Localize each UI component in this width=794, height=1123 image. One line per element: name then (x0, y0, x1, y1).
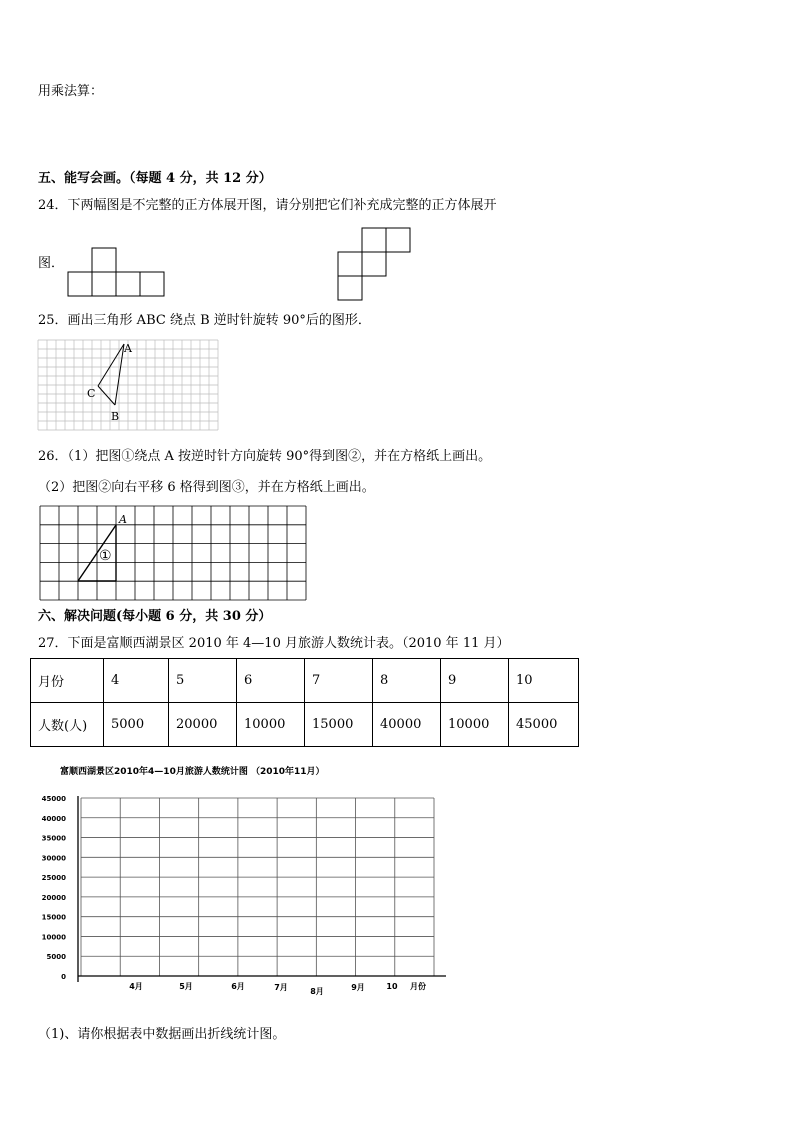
chart-title: 富顺西湖景区2010年4—10月旅游人数统计图 （2010年11月） (60, 767, 325, 777)
table-cell: 10000 (441, 703, 509, 747)
table-cell: 45000 (509, 703, 579, 747)
table-cell: 8 (373, 659, 441, 703)
table-cell: 15000 (305, 703, 373, 747)
y-tick-label: 35000 (41, 834, 66, 843)
table-cell: 10 (509, 659, 579, 703)
chart-grid (81, 798, 434, 976)
x-tick-label: 4月 (129, 982, 143, 991)
q26-part2-text: （2）把图②向右平移 6 格得到图③，并在方格纸上画出。 (38, 480, 375, 495)
section5-heading: 五、能写会画。（每题 4 分，共 12 分） (38, 171, 272, 186)
x-axis-label: 月份 (410, 982, 426, 991)
figure-1-label: ① (99, 548, 112, 564)
y-tick-label: 30000 (41, 854, 66, 863)
chart-axes (78, 796, 446, 982)
x-tick-label: 7月 (274, 983, 288, 992)
intro-text: 用乘法算： (38, 84, 104, 99)
point-c-label: C (87, 387, 96, 400)
x-tick-label: 8月 (310, 987, 324, 996)
y-tick-label: 45000 (41, 795, 66, 803)
q26-point-a-label: A (119, 513, 127, 526)
table-cell: 40000 (373, 703, 441, 747)
table-cell: 月份 (31, 659, 104, 703)
table-cell: 20000 (169, 703, 237, 747)
x-tick-label: 5月 (179, 982, 193, 991)
table-cell: 5000 (104, 703, 169, 747)
y-tick-label: 20000 (41, 893, 66, 902)
q27-part1-text: （1)、请你根据表中数据画出折线统计图。 (38, 1027, 286, 1042)
table-cell: 人数(人) (31, 703, 104, 747)
x-tick-label: 6月 (231, 982, 245, 991)
section6-heading: 六、解决问题(每小题 6 分，共 30 分） (38, 609, 272, 624)
x-tick-label: 10 (386, 982, 398, 991)
y-tick-label: 0 (61, 973, 66, 981)
y-tick-label: 40000 (41, 814, 66, 823)
table-cell: 5 (169, 659, 237, 703)
table-cell: 6 (237, 659, 305, 703)
q26-part1-text: 26．（1）把图①绕点 A 按逆时针方向旋转 90°得到图②，并在方格纸上画出。 (38, 449, 492, 464)
y-tick-label: 25000 (41, 874, 66, 883)
q25-text: 25．画出三角形 ABC 绕点 B 逆时针旋转 90°后的图形． (38, 313, 371, 328)
y-tick-label: 5000 (46, 953, 66, 962)
table-cell: 7 (305, 659, 373, 703)
q24-text-cont: 图． (38, 256, 65, 271)
chart-x-ticks (129, 981, 426, 996)
chart-y-ticks (42, 795, 66, 981)
table-cell: 4 (104, 659, 169, 703)
y-tick-label: 15000 (41, 913, 66, 922)
table-cell: 10000 (237, 703, 305, 747)
q27-text: 27．下面是富顺西湖景区 2010 年 4—10 月旅游人数统计表。（2010 年 11 月） (38, 636, 510, 651)
point-b-label: B (111, 410, 120, 423)
point-a-label: A (124, 342, 132, 355)
q24-text: 24．下两幅图是不完整的正方体展开图，请分别把它们补充成完整的正方体展开 (38, 198, 497, 213)
table-cell: 9 (441, 659, 509, 703)
x-tick-label: 9月 (351, 983, 365, 992)
y-tick-label: 10000 (41, 933, 66, 942)
